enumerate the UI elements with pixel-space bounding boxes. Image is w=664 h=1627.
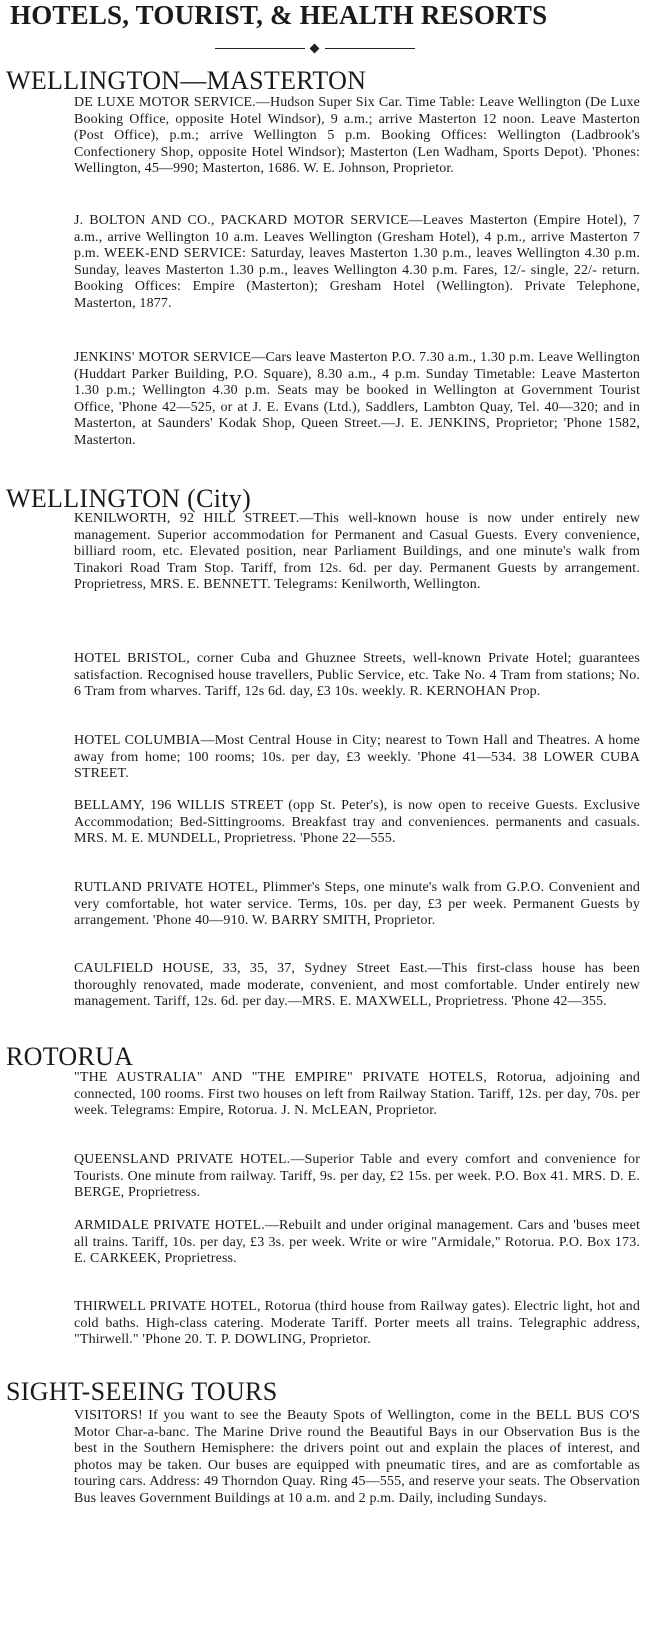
section-heading-wellington-city: WELLINGTON (City) <box>6 484 252 513</box>
listing-name: HOTEL COLUMBIA <box>74 733 201 748</box>
listing-text: (opp St. Peter's), is now open to receive Guests. Exclusive Accommodation; Bed-Sittingrooms. Breakfast tray and conveniences. permanents and casuals. MRS. M. E. MUNDELL, Proprietress. 'Phone 22—555. <box>74 798 641 847</box>
listing-text: —Cars leave Masterton P.O. 7.30 a.m., 1.30 p.m. Leave Wellington (Huddart Parker Building, P.O. Square), 8.30 a.m., 4 p.m. Sunday Timetable: Leave Masterton 1.30 p.m.; Wellington 4.30 p.m. Seats may be booked in Wellington at Government Tourist Office, 'Phone 42—525, or at J. E. Evans (Ltd.), Saddlers, Lambton Quay, Tel. 40—320; and in Masterton, at Saunders' Kodak Shop, Queen Street.—J. E. JENKINS, Proprietor; 'Phone 1582, Masterton. <box>74 350 641 448</box>
listing-text: If you want to see the Beauty Spots of Wellington, come in the BELL BUS CO'S Motor Char-a-banc. The Marine Drive round the Beautiful Bays in our Observation Bus is the best in the Southern Hemisphere: the drivers point out and explain the places of interest, and photos may be taken. Our buses are equipped with pneumatic tires, and are as comfortable as touring cars. Address: 49 Thorndon Quay. Ring 45—555, and reserve your seats. The Observation Bus leaves Government Buildings at 10 a.m. and 2 p.m. Daily, including Sundays. <box>74 1408 640 1506</box>
listing-name: HOTEL BRISTOL, <box>74 651 190 666</box>
listing-name: "THE AUSTRALIA" AND "THE EMPIRE" PRIVATE HOTELS, <box>74 1070 487 1085</box>
listing-bell-bus-tours <box>74 1408 640 1508</box>
listing-name: DE LUXE MOTOR SERVICE. <box>74 95 256 110</box>
listing-name: J. BOLTON AND CO., PACKARD MOTOR SERVICE <box>74 213 409 228</box>
listing-text: —Leaves Masterton (Empire Hotel), 7 a.m., arrive Wellington 10 a.m. Leaves Wellington (Gresham Hotel), 4 p.m., arrive Masterton 7 p.m. WEEK-END SERVICE: Saturday, leaves Masterton 1.30 p.m., leaves Wellington 4.30 p.m. Sunday, leaves Masterton 1.30 p.m., leaves Wellington 4.30 p.m. Fares, 12/- single, 22/- return. Booking Offices: Empire (Masterton); Gresham Hotel (Wellington). Private Telephone, Masterton, 1877. <box>74 213 640 311</box>
listing-thirwell-private-hotel <box>74 1299 640 1349</box>
listing-bellamy <box>74 798 640 848</box>
listing-rutland-private-hotel <box>74 880 640 930</box>
listing-jenkins-motor-service <box>74 350 640 450</box>
listing-text: —Superior Table and every comfort and convenience for Tourists. One minute from railway. Tariff, 9s. per day, £2 15s. per week. P.O. Box 41. MRS. D. E. BERGE, Proprietress. <box>74 1152 641 1201</box>
listing-caulfield-house <box>74 961 640 1011</box>
listing-armidale-private-hotel <box>74 1218 640 1268</box>
listing-name: QUEENSLAND PRIVATE HOTEL. <box>74 1152 291 1167</box>
section-heading-wellington-masterton: WELLINGTON—MASTERTON <box>6 66 367 95</box>
ornament-diamond-icon <box>310 44 320 54</box>
listing-text: —This well-known house is now under entirely new management. Superior accommodation for Permanent and Casual Guests. Every convenience, billiard room, etc. Elevated position, near Parliament Buildings, and one minute's walk from Tinakori Road Tram Stop. Tariff, from 12s. 6d. per day. Permanent Guests by arrangement. Proprietress, MRS. E. BENNETT. Telegrams: Kenilworth, Wellington. <box>74 511 640 593</box>
page-title: HOTELS, TOURIST, & HEALTH RESORTS <box>10 0 548 30</box>
listing-name: JENKINS' MOTOR SERVICE <box>74 350 252 365</box>
listing-de-luxe-motor-service <box>74 95 640 178</box>
section-heading-sight-seeing-tours: SIGHT-SEEING TOURS <box>6 1377 278 1406</box>
section-heading-rotorua: ROTORUA <box>6 1042 134 1071</box>
listing-text: —Most Central House in City; nearest to Town Hall and Theatres. A home away from home; 100 rooms; 10s. per day, £3 weekly. 'Phone 41—534. 38 LOWER CUBA STREET. <box>74 733 640 782</box>
listing-australia-empire-hotels <box>74 1070 640 1120</box>
listing-text: Rotorua (third house from Railway gates). Electric light, hot and cold baths. High-class catering. Moderate Tariff. Porter meets all trains. Telegraphic address, "Thirwell." 'Phone 20. T. P. DOWLING, Proprietor. <box>74 1299 640 1348</box>
listing-name: VISITORS! <box>74 1408 143 1423</box>
listing-queensland-private-hotel <box>74 1152 640 1202</box>
listing-name: RUTLAND PRIVATE HOTEL, <box>74 880 259 895</box>
listing-name: BELLAMY, 196 WILLIS STREET <box>74 798 283 813</box>
listing-hotel-bristol <box>74 651 640 701</box>
listing-text: corner Cuba and Ghuznee Streets, well-known Private Hotel; guarantees satisfaction. Recognised house travellers, Public Service, etc. Take No. 4 Tram from stations; No. 6 Tram from wharves. Tariff, 12s 6d. day, £3 10s. weekly. R. KERNOHAN Prop. <box>74 651 640 700</box>
listing-text: —Rebuilt and under original management. Cars and 'buses meet all trains. Tariff, 10s. per day, £3 3s. per week. Write or wire "Armidale," Rotorua. P.O. Box 173. E. CARKEEK, Proprietress. <box>74 1218 640 1267</box>
ornament-line-right <box>325 48 415 49</box>
listing-hotel-columbia <box>74 733 640 783</box>
listing-name: ARMIDALE PRIVATE HOTEL. <box>74 1218 265 1233</box>
listing-bolton-packard-motor-service <box>74 213 640 313</box>
listing-text: —Hudson Super Six Car. Time Table: Leave Wellington (De Luxe Booking Office, opposite Hotel Windsor), 9 a.m.; arrive Masterton 12 noon. Leave Masterton (Post Office), p.m.; arrive Wellington 5 p.m. Booking Offices: Wellington (Ladbrook's Confectionery Shop, opposite Hotel Windsor); Masterton (Len Wadham, Sports Depot). 'Phones: Wellington, 45—990; Masterton, 1686. W. E. Johnson, Proprietor. <box>74 95 641 177</box>
listing-kenilworth <box>74 511 640 594</box>
listing-name: CAULFIELD HOUSE, <box>74 961 214 976</box>
listing-name: THIRWELL PRIVATE HOTEL, <box>74 1299 261 1314</box>
listing-name: KENILWORTH, 92 HILL STREET. <box>74 511 300 526</box>
listing-text: Rotorua, adjoining and connected, 100 rooms. First two houses on left from Railway Station. Tariff, 12s. per day, 70s. per week. Telegrams: Empire, Rotorua. J. N. McLEAN, Proprietor. <box>74 1070 641 1119</box>
listing-text: 33, 35, 37, Sydney Street East.—This first-class house has been thoroughly renovated, made moderate, convenient, and most comfortable. Under entirely new management. Tariff, 12s. 6d. per day.—MRS. E. MAXWELL, Proprietress. 'Phone 42—355. <box>74 961 640 1010</box>
title-ornament-rule <box>215 46 415 52</box>
ornament-line-left <box>215 48 305 49</box>
listing-text: Plimmer's Steps, one minute's walk from G.P.O. Convenient and very comfortable, hot water service. Terms, 10s. per day, £3 per week. Permanent Guests by arrangement. 'Phone 40—910. W. BARRY SMITH, Proprietor. <box>74 880 640 929</box>
